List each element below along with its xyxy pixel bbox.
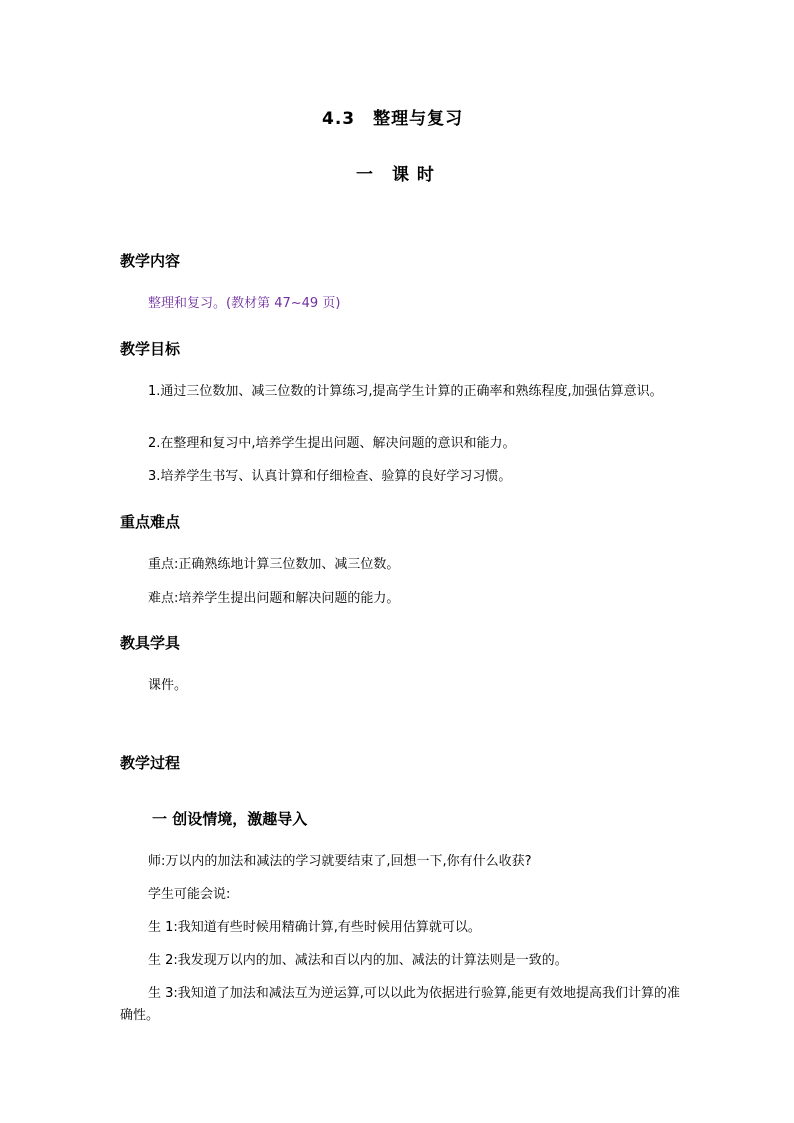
keypoint-item-1: 重点:正确熟练地计算三位数加、减三位数。 — [148, 557, 400, 572]
goal-item-2: 2.在整理和复习中,培养学生提出问题、解决问题的意识和能力。 — [148, 436, 516, 451]
section-heading-process: 教学过程 — [120, 754, 181, 772]
tools-text: 课件。 — [148, 678, 188, 693]
keypoint-item-2: 难点:培养学生提出问题和解决问题的能力。 — [148, 591, 400, 606]
goal-item-3: 3.培养学生书写、认真计算和仔细检查、验算的良好学习习惯。 — [148, 469, 512, 484]
process-paragraph-1: 师:万以内的加法和减法的学习就要结束了,回想一下,你有什么收获? — [148, 854, 532, 869]
content-text: 整理和复习。(教材第 47~49 页) — [148, 296, 341, 311]
process-paragraph-5: 生 3:我知道了加法和减法互为逆运算,可以以此为依据进行验算,能更有效地提高我们计算的准确性。 — [120, 986, 681, 1023]
process-paragraph-2: 学生可能会说: — [148, 887, 231, 902]
section-heading-content: 教学内容 — [120, 252, 181, 270]
section-heading-goals: 教学目标 — [120, 340, 181, 358]
process-paragraph-4: 生 2:我发现万以内的加、减法和百以内的加、减法的计算法则是一致的。 — [148, 953, 568, 968]
process-paragraph-3: 生 1:我知道有些时候用精确计算,有些时候用估算就可以。 — [148, 920, 481, 935]
process-step-1: 一 创设情境，激趣导入 — [152, 810, 308, 828]
goal-item-1: 1.通过三位数加、减三位数的计算练习,提高学生计算的正确率和熟练程度,加强估算意识。 — [148, 384, 663, 399]
document-subtitle: 一 课 时 — [356, 165, 435, 185]
section-heading-keypoints: 重点难点 — [120, 513, 181, 531]
section-heading-tools: 教具学具 — [120, 634, 181, 652]
document-title: 4.3 整理与复习 — [322, 109, 464, 129]
